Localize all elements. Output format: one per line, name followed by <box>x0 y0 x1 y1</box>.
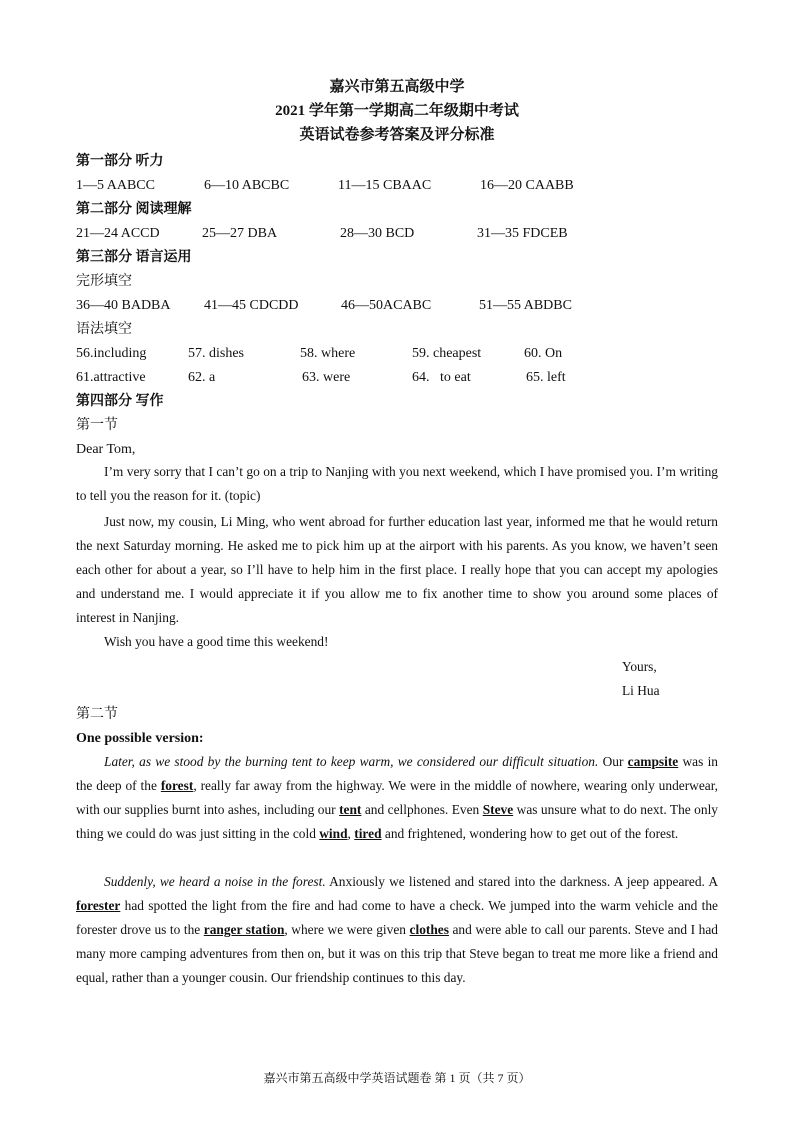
letter-paragraph-1: I’m very sorry that I can’t go on a trip to Nanjing with you next weekend, which I have promised you. I’m writing to tell you the reason for it. (topic) <box>76 464 718 503</box>
keyword: wind <box>319 826 348 841</box>
grammar-label: 语法填空 <box>76 322 132 337</box>
letter-paragraph-2: Just now, my cousin, Li Ming, who went abroad for further education last year, informed me that he would return the next Saturday morning. He asked me to pick him up at the airport with his parents. As you know, we haven’t seen each other for about a year, so I’ll have to help him in the first place. I really hope that you can accept my apologies and understand me. I would appreciate it if you allow me to fix another time to show you around some places of interest in Nanjing. <box>76 514 718 625</box>
answer-group: 46—50ACABC <box>341 298 432 313</box>
answer-item: 64. to eat <box>412 370 471 385</box>
story-opening: Suddenly, we heard a noise in the forest. <box>104 874 326 889</box>
story-opening: Later, as we stood by the burning tent to keep warm, we considered our difficult situation. <box>104 754 599 769</box>
exam-title: 2021 学年第一学期高二年级期中考试 <box>275 103 519 119</box>
part1-answers <box>0 177 794 195</box>
part4-heading: 第四部分 写作 <box>76 394 164 409</box>
answer-item: 62. a <box>188 370 216 385</box>
keyword: Steve <box>482 802 514 817</box>
story-text: and frightened, wondering how to get out of the forest. <box>381 826 679 841</box>
answer-item: 63. were <box>302 370 351 385</box>
answer-group: 36—40 BADBA <box>76 298 171 313</box>
answer-group: 21—24 ACCD <box>76 226 160 241</box>
page-footer: 嘉兴市第五高级中学英语试题卷 第 1 页（共 7 页） <box>263 1071 531 1085</box>
letter-closing: Yours, <box>622 659 657 674</box>
keyword: campsite <box>627 754 679 769</box>
answer-group: 1—5 AABCC <box>76 178 155 193</box>
answer-group: 28—30 BCD <box>340 226 415 241</box>
keyword: tired <box>354 826 382 841</box>
answer-item: 61.attractive <box>76 370 146 385</box>
answer-group: 11—15 CBAAC <box>338 178 432 193</box>
story-text: and were able to call our parents. Steve and I had many more camping adventures from then on, but it was on this trip that Steve began to treat me more like a friend and equal, rather than a younger cousin. Our friendship continues to this day. <box>76 922 718 985</box>
answer-group: 25—27 DBA <box>202 226 278 241</box>
grammar-answers-row2 <box>0 369 794 387</box>
story-text: , really far away from the highway. We were in the middle of nowhere, wearing only underwear, with our supplies burnt into ashes, including our <box>76 778 719 817</box>
keyword: ranger station <box>203 922 285 937</box>
story-text: was in the deep of the <box>76 754 718 793</box>
answer-item: 65. left <box>526 370 566 385</box>
answer-item: 58. where <box>300 346 356 361</box>
cloze-label: 完形填空 <box>76 274 132 289</box>
answer-group: 51—55 ABDBC <box>479 298 572 313</box>
answer-item: 59. cheapest <box>412 346 482 361</box>
story-text: Anxiously we listened and stared into the darkness. A jeep appeared. A <box>325 874 718 889</box>
keyword: forest <box>160 778 194 793</box>
answer-group: 16—20 CAABB <box>480 178 574 193</box>
story-text: , where we were given <box>284 922 410 937</box>
keyword: forester <box>76 898 121 913</box>
answer-group: 31—35 FDCEB <box>477 226 568 241</box>
story-text: , <box>347 826 355 841</box>
answer-item: 57. dishes <box>188 346 244 361</box>
answer-group: 6—10 ABCBC <box>204 178 290 193</box>
story-text: had spotted the light from the fire and had come to have a check. We jumped into the warm vehicle and the forester drove us to the <box>76 898 718 937</box>
version-label: One possible version: <box>76 731 204 746</box>
part3-heading: 第三部分 语言运用 <box>76 250 192 265</box>
letter-greeting: Dear Tom, <box>76 442 136 457</box>
keyword: tent <box>339 802 362 817</box>
cloze-answers <box>0 297 794 315</box>
story-text: and cellphones. Even <box>361 802 483 817</box>
story-text: was unsure what to do next. The only thing we could do was just sitting in the cold <box>76 802 718 841</box>
keyword: clothes <box>409 922 449 937</box>
part2-answers <box>0 225 794 243</box>
story-paragraph-1 <box>76 750 718 846</box>
school-title: 嘉兴市第五高级中学 <box>329 79 465 95</box>
letter-paragraph-3: Wish you have a good time this weekend! <box>104 634 329 649</box>
answer-item: 56.including <box>76 346 147 361</box>
story-text: Our <box>598 754 628 769</box>
section1-label: 第一节 <box>76 418 118 433</box>
part2-heading: 第二部分 阅读理解 <box>76 202 192 217</box>
story-paragraph-2 <box>76 870 718 990</box>
part1-heading: 第一部分 听力 <box>76 154 164 169</box>
answer-group: 41—45 CDCDD <box>204 298 299 313</box>
document-title: 英语试卷参考答案及评分标准 <box>299 127 495 143</box>
answer-item: 60. On <box>524 346 563 361</box>
section2-label: 第二节 <box>76 707 118 722</box>
letter-signature: Li Hua <box>622 683 660 698</box>
grammar-answers-row1 <box>0 345 794 363</box>
